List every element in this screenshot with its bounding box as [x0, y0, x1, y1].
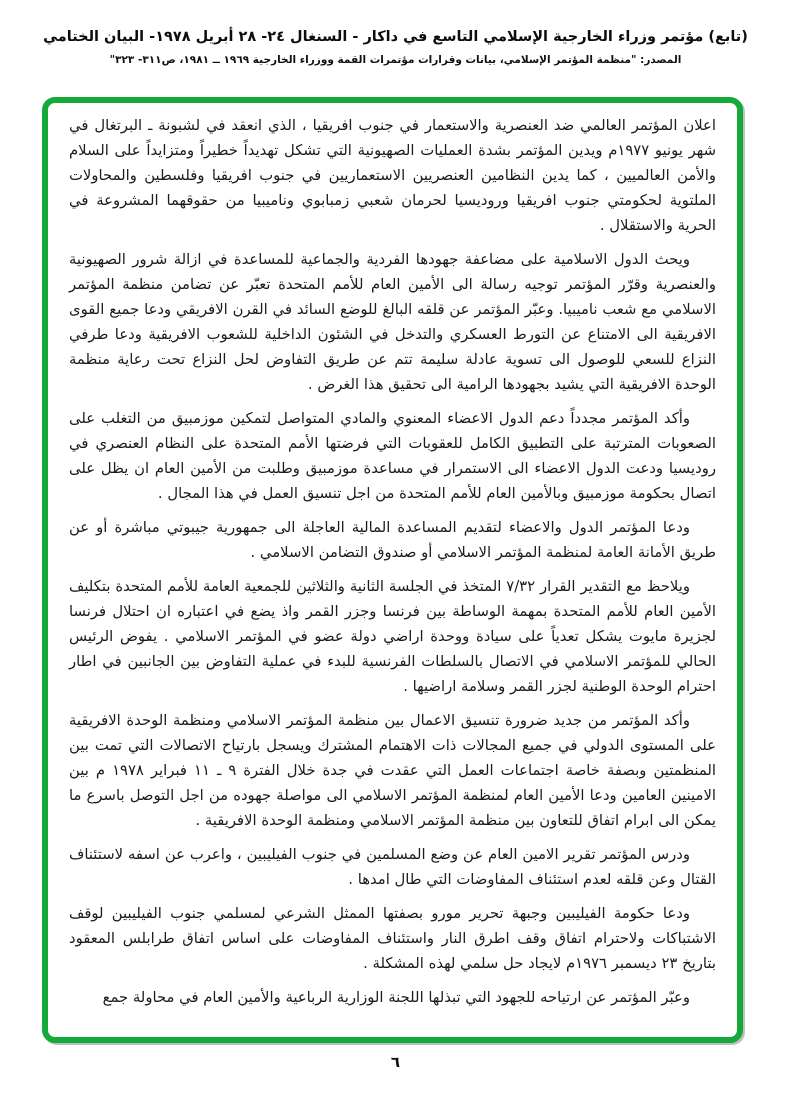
page-header: [40, 26, 751, 68]
paragraph-6: وأكد المؤتمر من جديد ضرورة تنسيق الاعمال بين منظمة المؤتمر الاسلامي ومنظمة الوحدة الافريقية على المستوى الدولي في جميع المجالات ذات الاهتمام المشترك ويسجل بارتياح الاتصالات التي تمت بين المنظمتين وبصفة خاصة اجتماعات العمل التي عقدت في جدة خلال الفترة ٩ ـ ١١ فبراير ١٩٧٨ م بين الامينين العامين ودعا الأمين العام لمنظمة المؤتمر الاسلامي الى مواصلة جهوده من اجل التوصل باسرع ما يمكن الى ابرام اتفاق للتعاون بين منظمة المؤتمر الاسلامي ومنظمة الوحدة الافريقية .: [69, 712, 717, 829]
page-number: ٦: [390, 1053, 401, 1071]
paragraph-5: ويلاحظ مع التقدير القرار ٧/٣٢ المتخذ في الجلسة الثانية والثلاثين للجمعية العامة للأمم المتحدة بتكليف الأمين العام للأمم المتحدة بمهمة الوساطة بين فرنسا وجزر القمر واذ يضع في اعتباره ان احتلال فرنسا لجزيرة مايوت يشكل تعدياً على سيادة ووحدة اراضي دولة عضو في المؤتمر الاسلامي . يفوض الرئيس الحالي للمؤتمر الاسلامي في الاتصال بالسلطات الفرنسية للبدء في عملية التفاوض بين الجانبين في اطار احترام الوحدة الوطنية لجزر القمر وسلامة اراضيها .: [69, 578, 716, 695]
highlight-frame: [42, 97, 743, 1043]
paragraph-7: ودرس المؤتمر تقرير الامين العام عن وضع المسلمين في جنوب الفيليبين ، واعرب عن اسفه لاستئناف القتال وعن قلقه لعدم استئناف المفاوضات التي طال امدها .: [69, 846, 716, 888]
document-body: [48, 103, 737, 1010]
document-source-line: المصدر: "منظمة المؤتمر الإسلامي، بيانات وقرارات مؤتمرات القمة ووزراء الخارجية ١٩٦٩ ــ ١٩٨١، ص٣١١- ٣٢٣": [109, 54, 682, 66]
paragraph-1: اعلان المؤتمر العالمي ضد العنصرية والاستعمار في جنوب افريقيا ، الذي انعقد في لشبونة ـ البرتغال في شهر يونيو ١٩٧٧م ويدين المؤتمر بشدة العمليات الصهيونية التي تشكل تهديداً خطيراً ومتزايداً على السلام والأمن العالميين ، كما يدين النظامين العنصريين الاستعماريين في جنوب افريقيا وفلسطين والمحاولات الملتوية لحكومتي جنوب افريقيا وروديسيا لحرمان شعبي زمبابوي وناميبيا من حقوقهما المشروعة في الحرية والاستقلال .: [69, 117, 717, 234]
paragraph-9: وعبّر المؤتمر عن ارتياحه للجهود التي تبذلها اللجنة الوزارية الرباعية والأمين العام في محاولة جمع: [102, 989, 690, 1006]
paragraph-3: وأكد المؤتمر مجدداً دعم الدول الاعضاء المعنوي والمادي المتواصل لتمكين موزمبيق من التغلب على الصعوبات المترتبة على التطبيق الكامل للعقوبات التي فرضتها الأمم المتحدة على النظام العنصري في روديسيا ودعت الدول الاعضاء الى الاستمرار في مساعدة موزمبيق وطلبت من الأمين العام ان يظل على اتصال بحكومة موزمبيق وبالأمين العام للأمم المتحدة من اجل تنسيق العمل في هذا المجال .: [69, 410, 716, 502]
paragraph-4: ودعا المؤتمر الدول والاعضاء لتقديم المساعدة المالية العاجلة الى جمهورية جيبوتي مباشرة أو عن طريق الأمانة العامة لمنظمة المؤتمر الاسلامي أو صندوق التضامن الاسلامي .: [69, 519, 716, 561]
paragraph-8: ودعا حكومة الفيليبين وجبهة تحرير مورو بصفتها الممثل الشرعي لمسلمي جنوب الفيليبين لوقف الاشتباكات ولاحترام اتفاق وقف اطرق النار واستئناف المفاوضات على اساس اتفاق طرابلس المعقود بتاريخ ٢٣ ديسمبر ١٩٧٦م لايجاد حل سلمي لهذه المشكلة .: [69, 905, 716, 972]
page-footer: [0, 1052, 791, 1071]
document-title: (تابع) مؤتمر وزراء الخارجية الإسلامي التاسع في داكار - السنغال ٢٤- ٢٨ أبريل ١٩٧٨- البيان الختامي: [43, 29, 748, 45]
paragraph-2: ويحث الدول الاسلامية على مضاعفة جهودها الفردية والجماعية للمساعدة في ازالة شرور الصهيونية والعنصرية وقرّر المؤتمر توجيه رسالة الى الأمين العام للأمم المتحدة تعبّر عن تضامن منظمة المؤتمر الاسلامي مع شعب ناميبيا. وعبّر المؤتمر عن قلقه البالغ للوضع السائد في القرن الافريقي ودعا جميع القوى الافريقية الى الامتناع عن التورط العسكري والتدخل في الشئون الداخلية للشعوب الافريقية ودعا طرفي النزاع للسعي للوصول الى تسوية عادلة سليمة تتم عن طريق التفاوض لحل النزاع تحت رعاية منظمة الوحدة الافريقية التي يشيد بجهودها الرامية الى تحقيق هذا الغرض .: [69, 251, 716, 393]
